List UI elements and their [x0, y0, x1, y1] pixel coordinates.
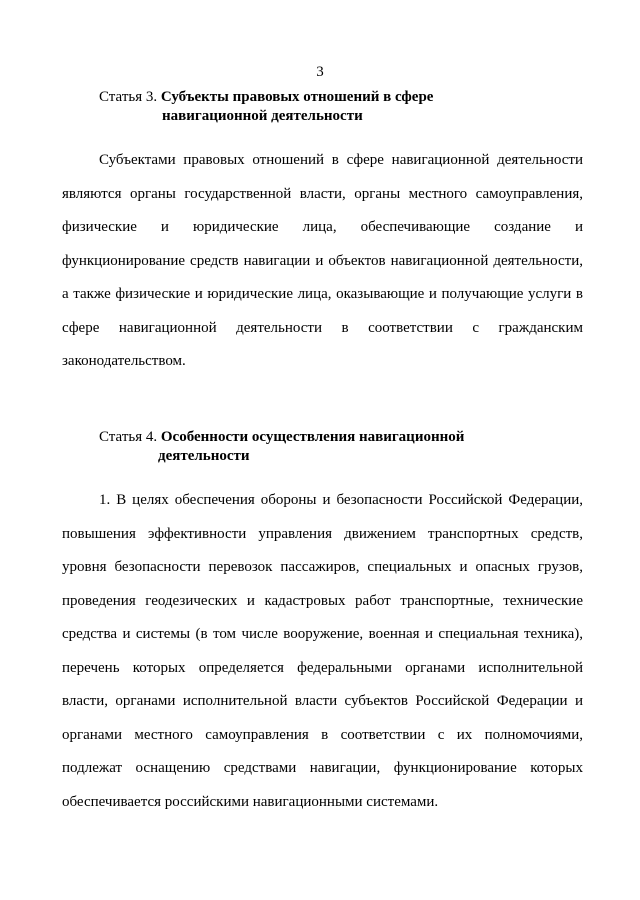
article-3-title-line1: Субъекты правовых отношений в сфере — [160, 89, 434, 105]
paragraph-line: физические и юридические лица, обеспечивающие создание и — [62, 219, 583, 235]
paragraph-line: 1. В целях обеспечения обороны и безопасности Российской Федерации, — [99, 492, 583, 508]
paragraph-line: законодательством. — [62, 353, 186, 369]
paragraph-line: средства и системы (в том числе вооружение, военная и специальная техника), — [62, 626, 583, 642]
paragraph-line: Субъектами правовых отношений в сфере навигационной деятельности — [99, 152, 583, 168]
article-4-paragraph — [62, 490, 583, 825]
paragraph-line: проведения геодезических и кадастровых работ транспортные, технические — [62, 592, 583, 609]
article-3-heading — [99, 88, 433, 126]
paragraph-line: уровня безопасности перевозок пассажиров, специальных и опасных грузов, — [62, 559, 583, 575]
paragraph-line: повышения эффективности управления движением транспортных средств, — [62, 525, 583, 542]
paragraph-line: сфере навигационной деятельности в соответствии с гражданским — [62, 319, 583, 336]
article-4-label: Статья 4. — [99, 429, 158, 445]
paragraph-line: а также физические и юридические лица, оказывающие и получающие услуги в — [62, 286, 583, 302]
article-3-label: Статья 3. — [99, 89, 158, 105]
paragraph-line: подлежат оснащению средствами навигации, функционирование которых — [62, 760, 583, 776]
article-3-paragraph — [62, 150, 583, 385]
paragraph-line: органами местного самоуправления в соответствии с их полномочиями, — [62, 726, 583, 743]
paragraph-line: функционирование средств навигации и объектов навигационной деятельности, — [62, 252, 583, 269]
page-number: 3 — [316, 64, 324, 80]
paragraph-line: перечень которых определяется федеральными органами исполнительной — [62, 659, 583, 676]
article-4-heading — [99, 428, 464, 466]
article-4-title-line1: Особенности осуществления навигационной — [160, 429, 465, 445]
paragraph-line: обеспечивается российскими навигационными системами. — [62, 793, 439, 810]
article-3-title-line2: навигационной деятельности — [162, 108, 363, 124]
paragraph-line: власти, органами исполнительной власти субъектов Российской Федерации и — [62, 693, 583, 709]
article-4-title-line2: деятельности — [158, 448, 250, 464]
paragraph-line: являются органы государственной власти, органы местного самоуправления, — [62, 185, 583, 202]
